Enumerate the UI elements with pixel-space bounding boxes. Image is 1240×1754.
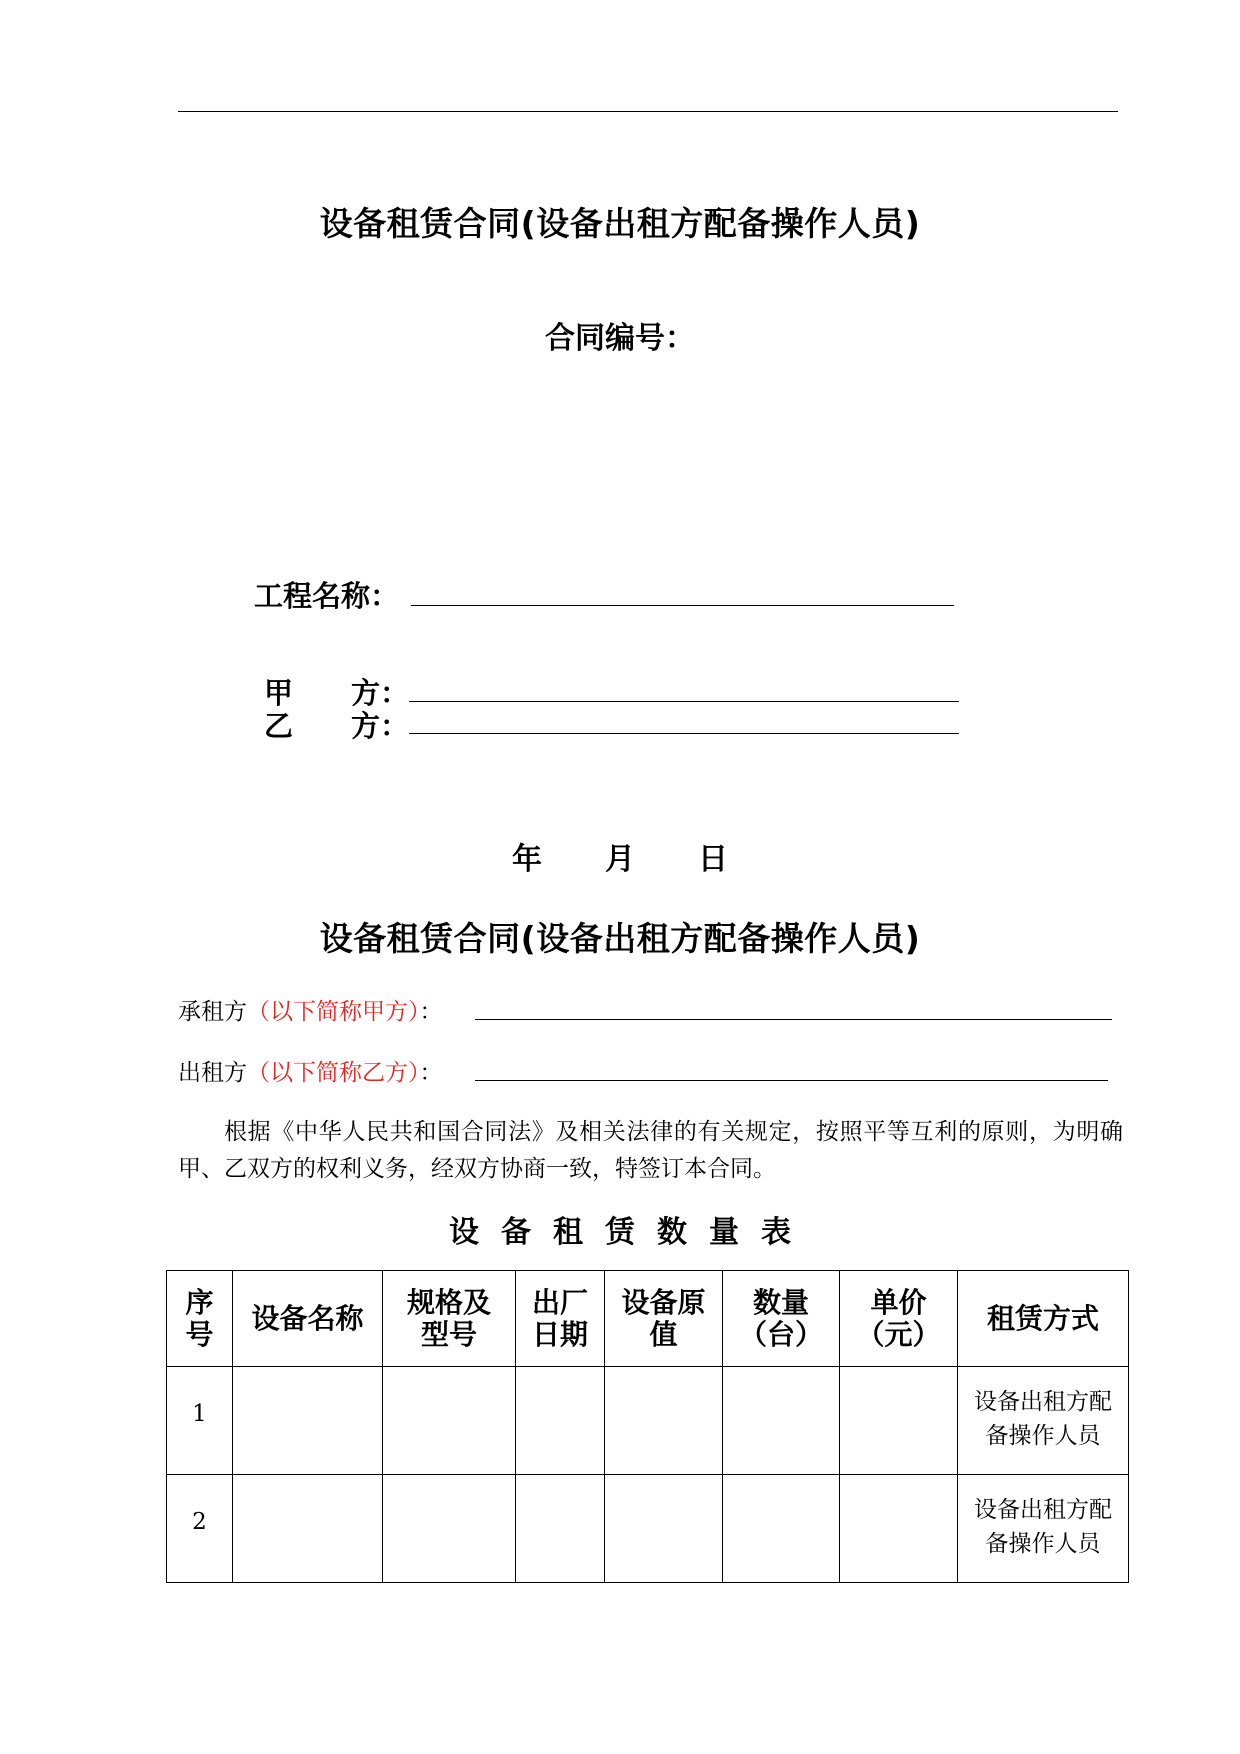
header-lease-mode: 租赁方式 bbox=[958, 1271, 1129, 1367]
header-rule bbox=[178, 111, 1118, 112]
header-equipment-name: 设备名称 bbox=[233, 1271, 383, 1367]
cell-quantity[interactable] bbox=[723, 1367, 840, 1475]
cell-unit-price[interactable] bbox=[840, 1475, 958, 1583]
lessor-suffix: ： bbox=[419, 1060, 443, 1086]
cell-serial-no: 2 bbox=[167, 1475, 233, 1583]
table-row bbox=[167, 1475, 1129, 1583]
preamble-paragraph: 根据《中华人民共和国合同法》及相关法律的有关规定，按照平等互利的原则，为明确甲、乙双方的权利义务，经双方协商一致，特签订本合同。 bbox=[178, 1119, 1123, 1182]
table-title-char: 量 bbox=[709, 1215, 739, 1250]
table-title bbox=[0, 1207, 1240, 1251]
table-row bbox=[167, 1367, 1129, 1475]
lessor-field[interactable] bbox=[475, 1080, 1108, 1081]
header-unit-price: 单价（元） bbox=[840, 1271, 958, 1367]
cell-spec-model[interactable] bbox=[383, 1475, 516, 1583]
table-title-char: 设 bbox=[449, 1215, 479, 1250]
lessor-line bbox=[178, 1054, 443, 1087]
cell-lease-mode: 设备出租方配备操作人员 bbox=[958, 1475, 1129, 1583]
header-factory-date: 出厂日期 bbox=[516, 1271, 605, 1367]
date-year: 年 bbox=[512, 842, 542, 877]
lessee-suffix: ： bbox=[419, 999, 443, 1025]
party-a-field[interactable] bbox=[409, 701, 959, 702]
cell-factory-date[interactable] bbox=[516, 1475, 605, 1583]
cell-serial-no: 1 bbox=[167, 1367, 233, 1475]
party-b-field[interactable] bbox=[409, 733, 959, 734]
cell-spec-model[interactable] bbox=[383, 1367, 516, 1475]
table-header-row bbox=[167, 1271, 1129, 1367]
date-month: 月 bbox=[605, 842, 635, 877]
table-title-char: 租 bbox=[553, 1215, 583, 1250]
cell-equipment-name[interactable] bbox=[233, 1475, 383, 1583]
cover-title: 设备租赁合同(设备出租方配备操作人员) bbox=[319, 204, 921, 243]
header-original-value: 设备原值 bbox=[605, 1271, 723, 1367]
date-day: 日 bbox=[698, 842, 728, 877]
lessee-prefix: 承租方 bbox=[178, 999, 247, 1025]
equipment-lease-table bbox=[166, 1270, 1129, 1583]
table-title-char: 数 bbox=[657, 1215, 687, 1250]
lessee-line bbox=[178, 993, 443, 1026]
header-quantity: 数量（台） bbox=[723, 1271, 840, 1367]
party-b-label: 乙 方： bbox=[264, 709, 410, 743]
contract-number-label: 合同编号： bbox=[545, 321, 695, 356]
cell-equipment-name[interactable] bbox=[233, 1367, 383, 1475]
cell-original-value[interactable] bbox=[605, 1475, 723, 1583]
signing-date bbox=[0, 834, 1240, 878]
lessee-field[interactable] bbox=[475, 1019, 1112, 1020]
header-spec-model: 规格及型号 bbox=[383, 1271, 516, 1367]
lessor-note: （以下简称乙方） bbox=[247, 1060, 420, 1086]
contract-title: 设备租赁合同(设备出租方配备操作人员) bbox=[319, 919, 921, 958]
cell-lease-mode: 设备出租方配备操作人员 bbox=[958, 1367, 1129, 1475]
lessee-note: （以下简称甲方） bbox=[247, 999, 420, 1025]
project-name-field[interactable] bbox=[411, 605, 954, 606]
cell-unit-price[interactable] bbox=[840, 1367, 958, 1475]
project-name-label: 工程名称： bbox=[254, 579, 400, 613]
header-serial-no: 序号 bbox=[167, 1271, 233, 1367]
cell-factory-date[interactable] bbox=[516, 1367, 605, 1475]
cell-quantity[interactable] bbox=[723, 1475, 840, 1583]
table-title-char: 表 bbox=[761, 1215, 791, 1250]
party-a-label: 甲 方： bbox=[264, 676, 410, 710]
cell-original-value[interactable] bbox=[605, 1367, 723, 1475]
lessor-prefix: 出租方 bbox=[178, 1060, 247, 1086]
table-title-char: 备 bbox=[501, 1215, 531, 1250]
table-title-char: 赁 bbox=[605, 1215, 635, 1250]
